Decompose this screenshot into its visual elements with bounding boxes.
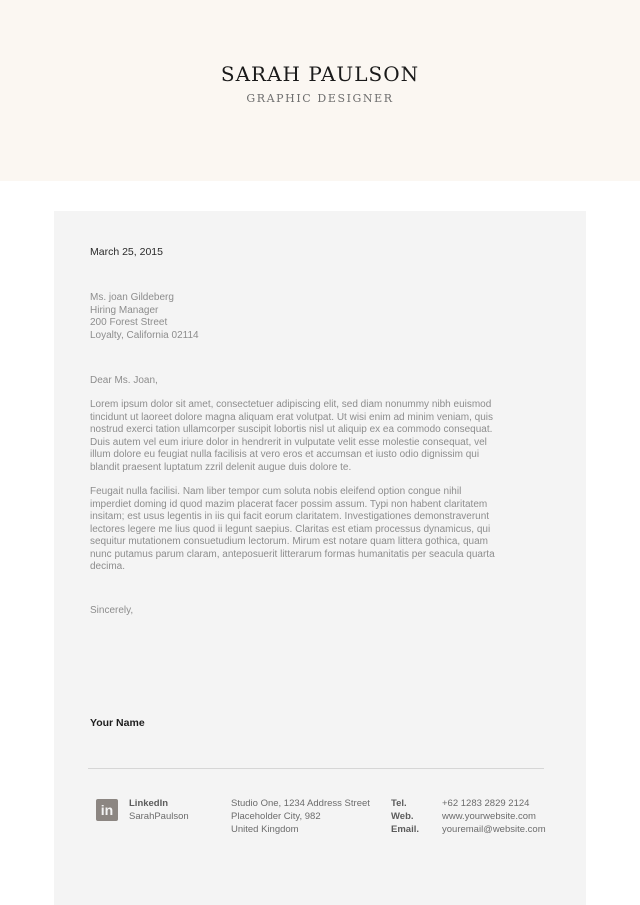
linkedin-handle[interactable]: SarahPaulson <box>129 811 189 822</box>
recipient-street: 200 Forest Street <box>90 317 168 328</box>
letter-date: March 25, 2015 <box>90 246 163 258</box>
paragraph-line: illum dolore eu feugiat nulla facilisis at vero eros et accumsan et iusto odio dignissim qui <box>90 449 480 460</box>
tel-value[interactable]: +62 1283 2829 2124 <box>442 798 530 809</box>
paragraph-line: nostrud exerci tation ullamcorper suscipit lobortis nisl ut aliquip ex ea commodo consequat. <box>90 424 493 435</box>
signature-name: Your Name <box>90 717 145 729</box>
contact-values <box>442 797 546 836</box>
applicant-name: SARAH PAULSON <box>220 62 420 86</box>
email-label: Email. <box>391 824 419 835</box>
recipient-city: Loyalty, California 02114 <box>90 329 199 341</box>
header-banner <box>0 0 640 181</box>
applicant-title: GRAPHIC DESIGNER <box>246 92 394 105</box>
paragraph-line: Lorem ipsum dolor sit amet, consectetuer adipiscing elit, sed diam nonummy nibh euismod <box>90 399 492 410</box>
recipient-address <box>90 292 199 342</box>
paragraph-line: insitam; est usus legentis in iis qui facit eorum claritatem. Investigationes demonstraverunt <box>90 511 490 522</box>
paragraph-line: sequitur mutationem consuetudium lectorum. Mirum est notare quam littera gothica, quam <box>90 536 488 547</box>
paragraph-line: lectores legere me lius quod ii legunt saepius. Claritas est etiam processus dynamicus, qui <box>90 523 491 535</box>
body-paragraph-2 <box>90 486 540 574</box>
address-line: United Kingdom <box>231 824 299 835</box>
address-line: Placeholder City, 982 <box>231 811 321 822</box>
paragraph-line: blandit praesent luptatum zzril delenit augue duis dolore te. <box>90 461 352 473</box>
contact-labels <box>391 797 419 836</box>
body-paragraph-1 <box>90 399 540 474</box>
recipient-role: Hiring Manager <box>90 304 159 316</box>
salutation: Dear Ms. Joan, <box>90 375 158 386</box>
paragraph-line: imperdiet doming id quod mazim placerat facer possim assum. Typi non habent claritatem <box>90 498 488 510</box>
paragraph-line: Feugait nulla facilisi. Nam liber tempor cum soluta nobis eleifend option congue nihil <box>90 486 462 497</box>
paragraph-line: decima. <box>90 561 126 572</box>
address-block <box>231 797 370 836</box>
linkedin-icon[interactable]: in <box>96 799 118 821</box>
tel-label: Tel. <box>391 798 407 809</box>
paragraph-line: nunc putamus parum claram, anteposuerit litterarum formas humanitatis per seacula quarta <box>90 548 495 560</box>
linkedin-block <box>129 797 189 823</box>
paragraph-line: Duis autem vel eum iriure dolor in hendrerit in vulputate velit esse molestie consequat, vel <box>90 436 487 448</box>
paragraph-line: tincidunt ut laoreet dolore magna aliquam erat volutpat. Ut wisi enim ad minim veniam, quis <box>90 411 493 423</box>
footer-divider <box>88 768 544 769</box>
web-label: Web. <box>391 811 414 822</box>
recipient-name: Ms. joan Gildeberg <box>90 292 174 303</box>
email-value[interactable]: youremail@website.com <box>442 824 546 835</box>
address-line: Studio One, 1234 Address Street <box>231 798 370 809</box>
linkedin-label: LinkedIn <box>129 798 169 809</box>
letter-card <box>54 211 586 905</box>
web-value[interactable]: www.yourwebsite.com <box>442 811 536 822</box>
closing: Sincerely, <box>90 605 134 616</box>
